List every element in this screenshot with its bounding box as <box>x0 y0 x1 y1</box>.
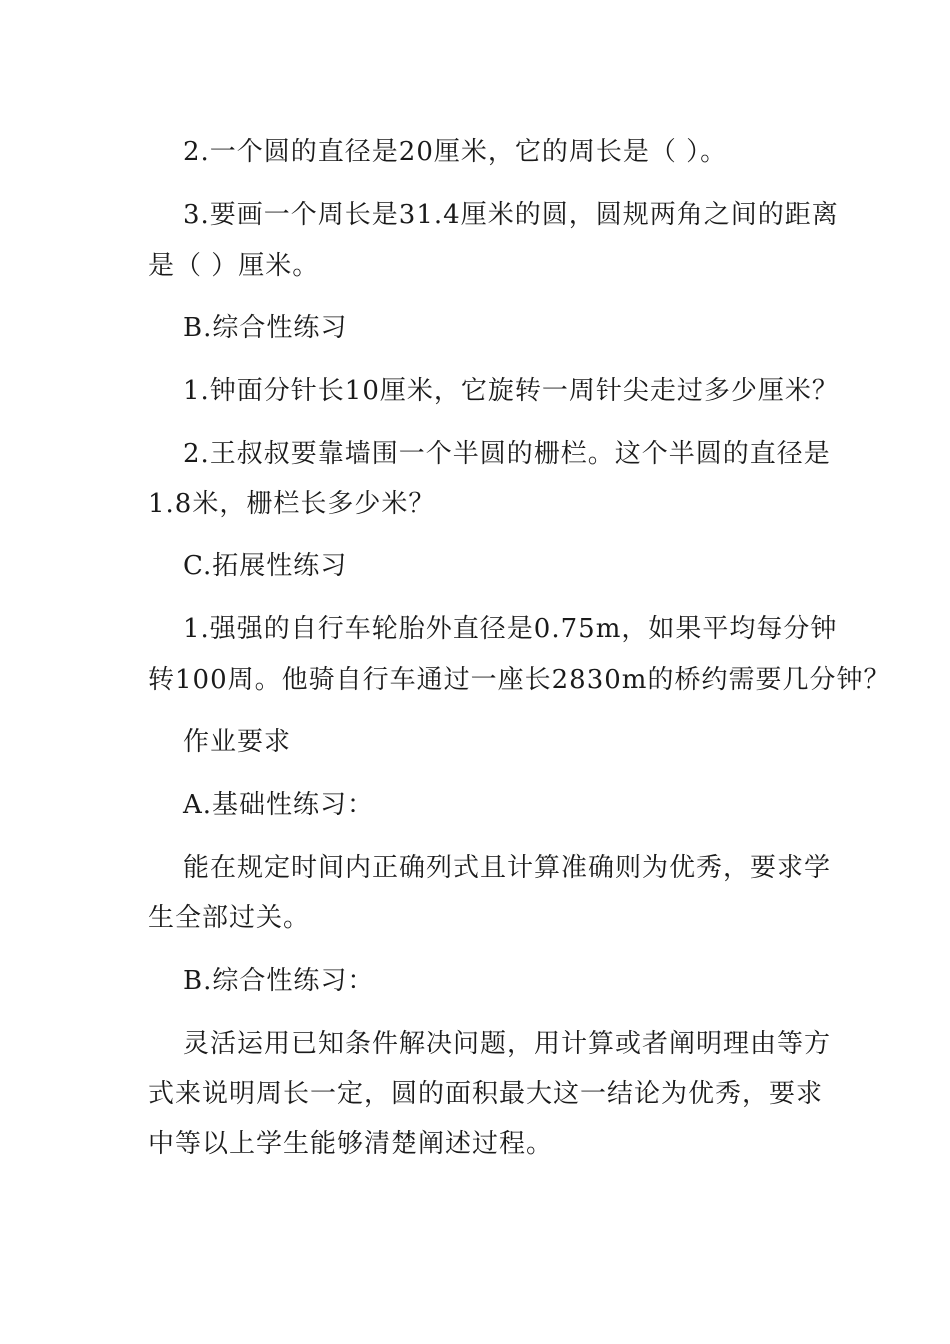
requirement-b-text-line-1: 灵活运用已知条件解决问题，用计算或者阐明理由等方 <box>183 1029 832 1059</box>
question-b2-fence-line-1: 2.王叔叔要靠墙围一个半圆的栅栏。这个半圆的直径是 <box>183 439 831 469</box>
requirement-a-text-line-2: 生全部过关。 <box>148 903 311 933</box>
requirement-b-text-line-3: 中等以上学生能够清楚阐述过程。 <box>148 1129 554 1159</box>
question-c1-bike-line-2: 转100周。他骑自行车通过一座长2830m的桥约需要几分钟？ <box>148 665 891 695</box>
question-b1-clock: 1.钟面分针长10厘米，它旋转一周针尖走过多少厘米？ <box>183 376 839 406</box>
requirement-a-text-line-1: 能在规定时间内正确列式且计算准确则为优秀，要求学 <box>183 853 832 883</box>
requirement-b-heading: B.综合性练习： <box>183 966 375 996</box>
section-c-heading: C.拓展性练习 <box>183 551 348 581</box>
requirements-heading: 作业要求 <box>183 727 292 757</box>
requirement-b-text-line-2: 式来说明周长一定，圆的面积最大这一结论为优秀，要求 <box>148 1079 824 1109</box>
requirement-a-heading: A.基础性练习： <box>183 790 375 820</box>
section-b-heading: B.综合性练习 <box>183 313 348 343</box>
question-3-compass-line-1: 3.要画一个周长是31.4厘米的圆，圆规两角之间的距离 <box>183 200 839 230</box>
question-c1-bike-line-1: 1.强强的自行车轮胎外直径是0.75m，如果平均每分钟 <box>183 614 838 644</box>
question-3-compass-line-2: 是（ ）厘米。 <box>148 251 320 281</box>
question-2-diameter: 2.一个圆的直径是20厘米，它的周长是（ ）。 <box>183 137 728 167</box>
question-b2-fence-line-2: 1.8米，栅栏长多少米？ <box>148 489 436 519</box>
